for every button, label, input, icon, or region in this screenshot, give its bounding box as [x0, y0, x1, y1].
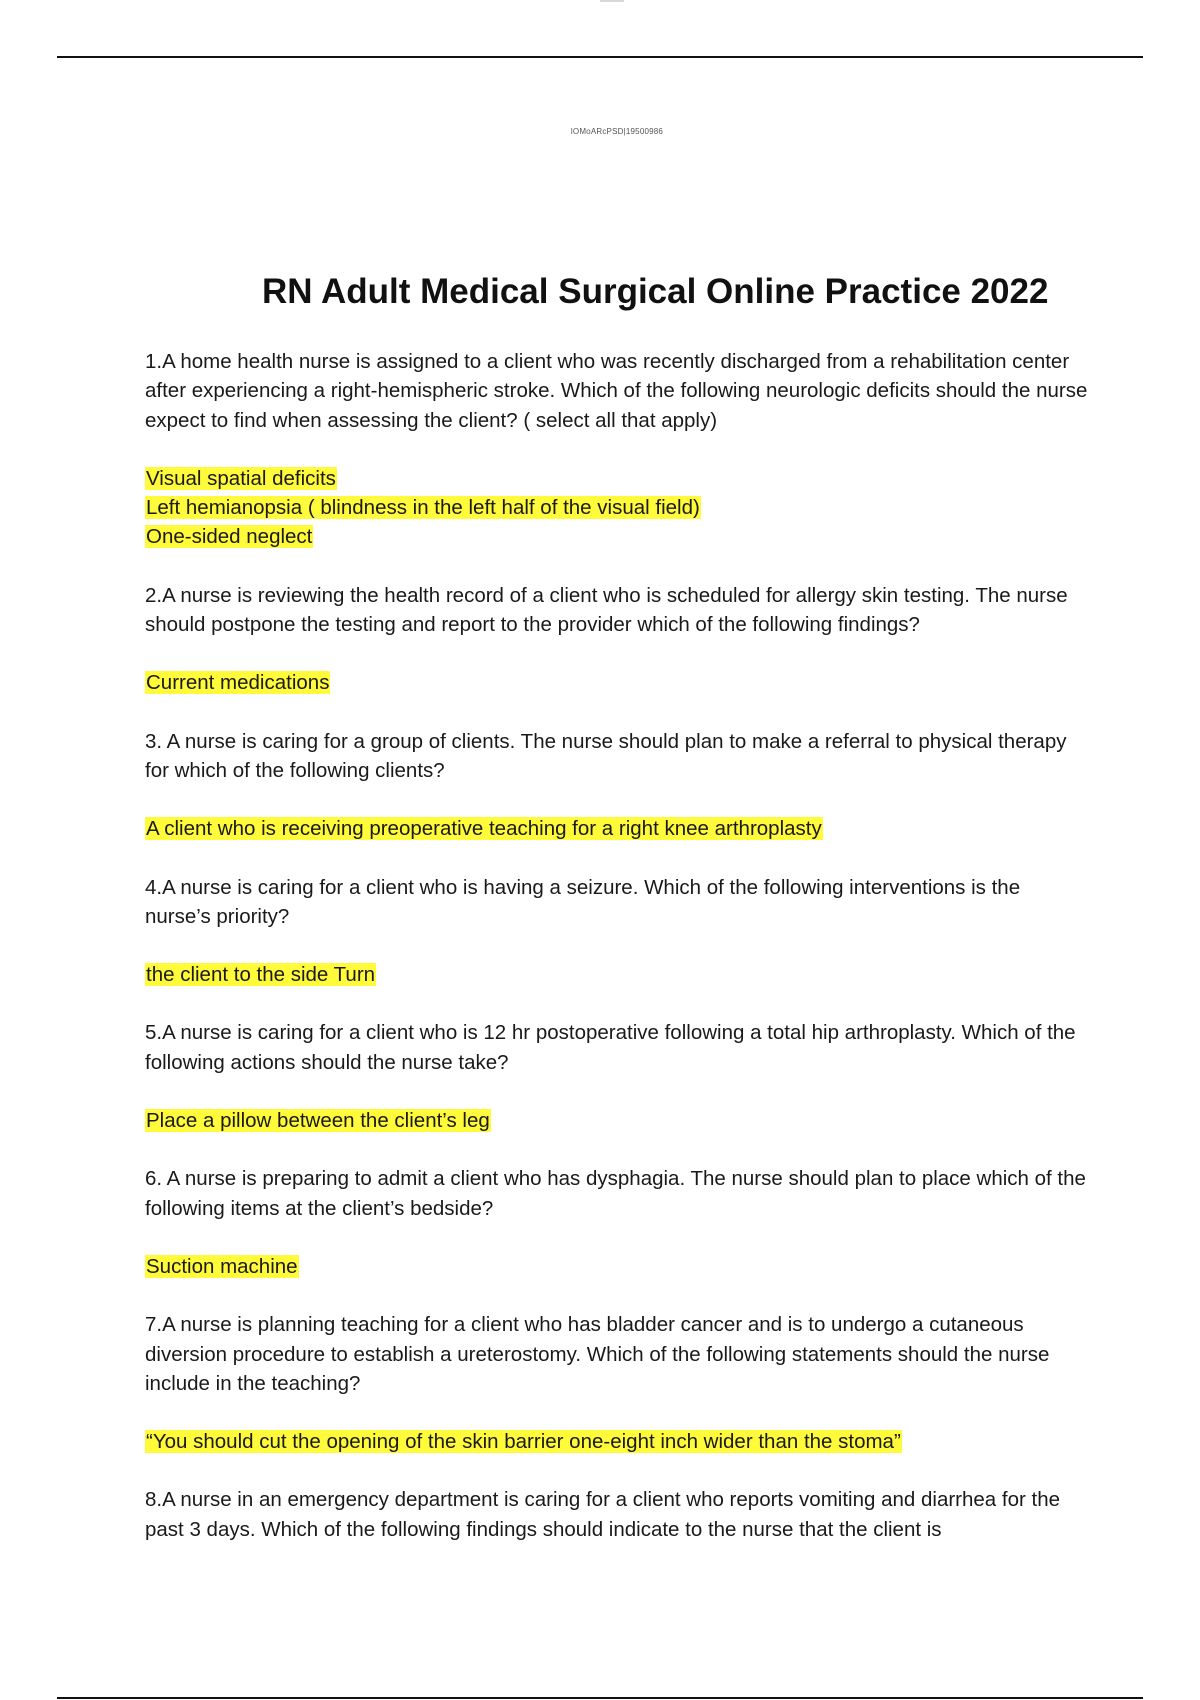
- answer-line: [145, 814, 1090, 843]
- answer-line: [145, 668, 1090, 697]
- answer-block-3: [145, 814, 1090, 843]
- answer-line: [145, 522, 1090, 551]
- question-6: 6. A nurse is preparing to admit a client who has dysphagia. The nurse should plan to place which of the following items at the client’s bedside?: [145, 1167, 1086, 1220]
- answer-block-2: [145, 668, 1090, 697]
- top-edge-mark: [600, 0, 624, 2]
- highlighted-answer: Place a pillow between the client’s leg: [146, 1109, 490, 1133]
- question-2: 2.A nurse is reviewing the health record of a client who is scheduled for allergy skin testing. The nurse should postpone the testing and report to the provider which of the following findings?: [145, 583, 1068, 637]
- question-1: 1.A home health nurse is assigned to a client who was recently discharged from a rehabilitation center after experiencing a right-hemispheric stroke. Which of the following neurologic deficits should the nurse expect to find when assessing the client? ( select all that apply): [145, 350, 1088, 432]
- highlighted-answer: Left hemianopsia ( blindness in the left half of the visual field): [146, 496, 700, 520]
- document-id: lOMoARcPSD|19500986: [570, 127, 664, 136]
- answer-line: [145, 1106, 1090, 1135]
- answer-line: [145, 960, 1090, 989]
- question-3: 3. A nurse is caring for a group of clients. The nurse should plan to make a referral to physical therapy for which of the following clients?: [145, 729, 1067, 782]
- highlighted-answer: Suction machine: [146, 1254, 298, 1278]
- answer-line: [145, 464, 1090, 493]
- footer-rule: [57, 1697, 1143, 1699]
- answer-line: [145, 493, 1090, 522]
- answer-line: [145, 1427, 1090, 1456]
- question-5: 5.A nurse is caring for a client who is 12 hr postoperative following a total hip arthroplasty. Which of the following actions should the nurse take?: [145, 1021, 1076, 1074]
- answer-block-6: [145, 1252, 1090, 1281]
- question-8: 8.A nurse in an emergency department is caring for a client who reports vomiting and diarrhea for the past 3 days. Which of the following findings should indicate to the nurse that the client is: [145, 1488, 1061, 1541]
- highlighted-answer: One-sided neglect: [146, 525, 313, 549]
- header-rule: [57, 56, 1143, 58]
- question-list: [145, 347, 1090, 1573]
- answer-block-7: [145, 1427, 1090, 1456]
- question-4: 4.A nurse is caring for a client who is having a seizure. Which of the following interventions is the nurse’s priority?: [145, 875, 1021, 928]
- highlighted-answer: Current medications: [146, 671, 330, 695]
- page-title: RN Adult Medical Surgical Online Practice 2022: [262, 272, 1049, 311]
- answer-line: [145, 1252, 1090, 1281]
- question-7: 7.A nurse is planning teaching for a client who has bladder cancer and is to undergo a cutaneous diversion procedure to establish a ureterostomy. Which of the following statements should the nurse include in the teaching?: [145, 1313, 1050, 1395]
- answer-block-1: [145, 464, 1090, 552]
- highlighted-answer: Visual spatial deficits: [146, 466, 336, 490]
- answer-block-4: [145, 960, 1090, 989]
- highlighted-answer: A client who is receiving preoperative teaching for a right knee arthroplasty: [146, 817, 822, 841]
- answer-block-5: [145, 1106, 1090, 1135]
- highlighted-answer: “You should cut the opening of the skin barrier one-eight inch wider than the stoma”: [146, 1430, 901, 1454]
- highlighted-answer: the client to the side Turn: [146, 963, 376, 987]
